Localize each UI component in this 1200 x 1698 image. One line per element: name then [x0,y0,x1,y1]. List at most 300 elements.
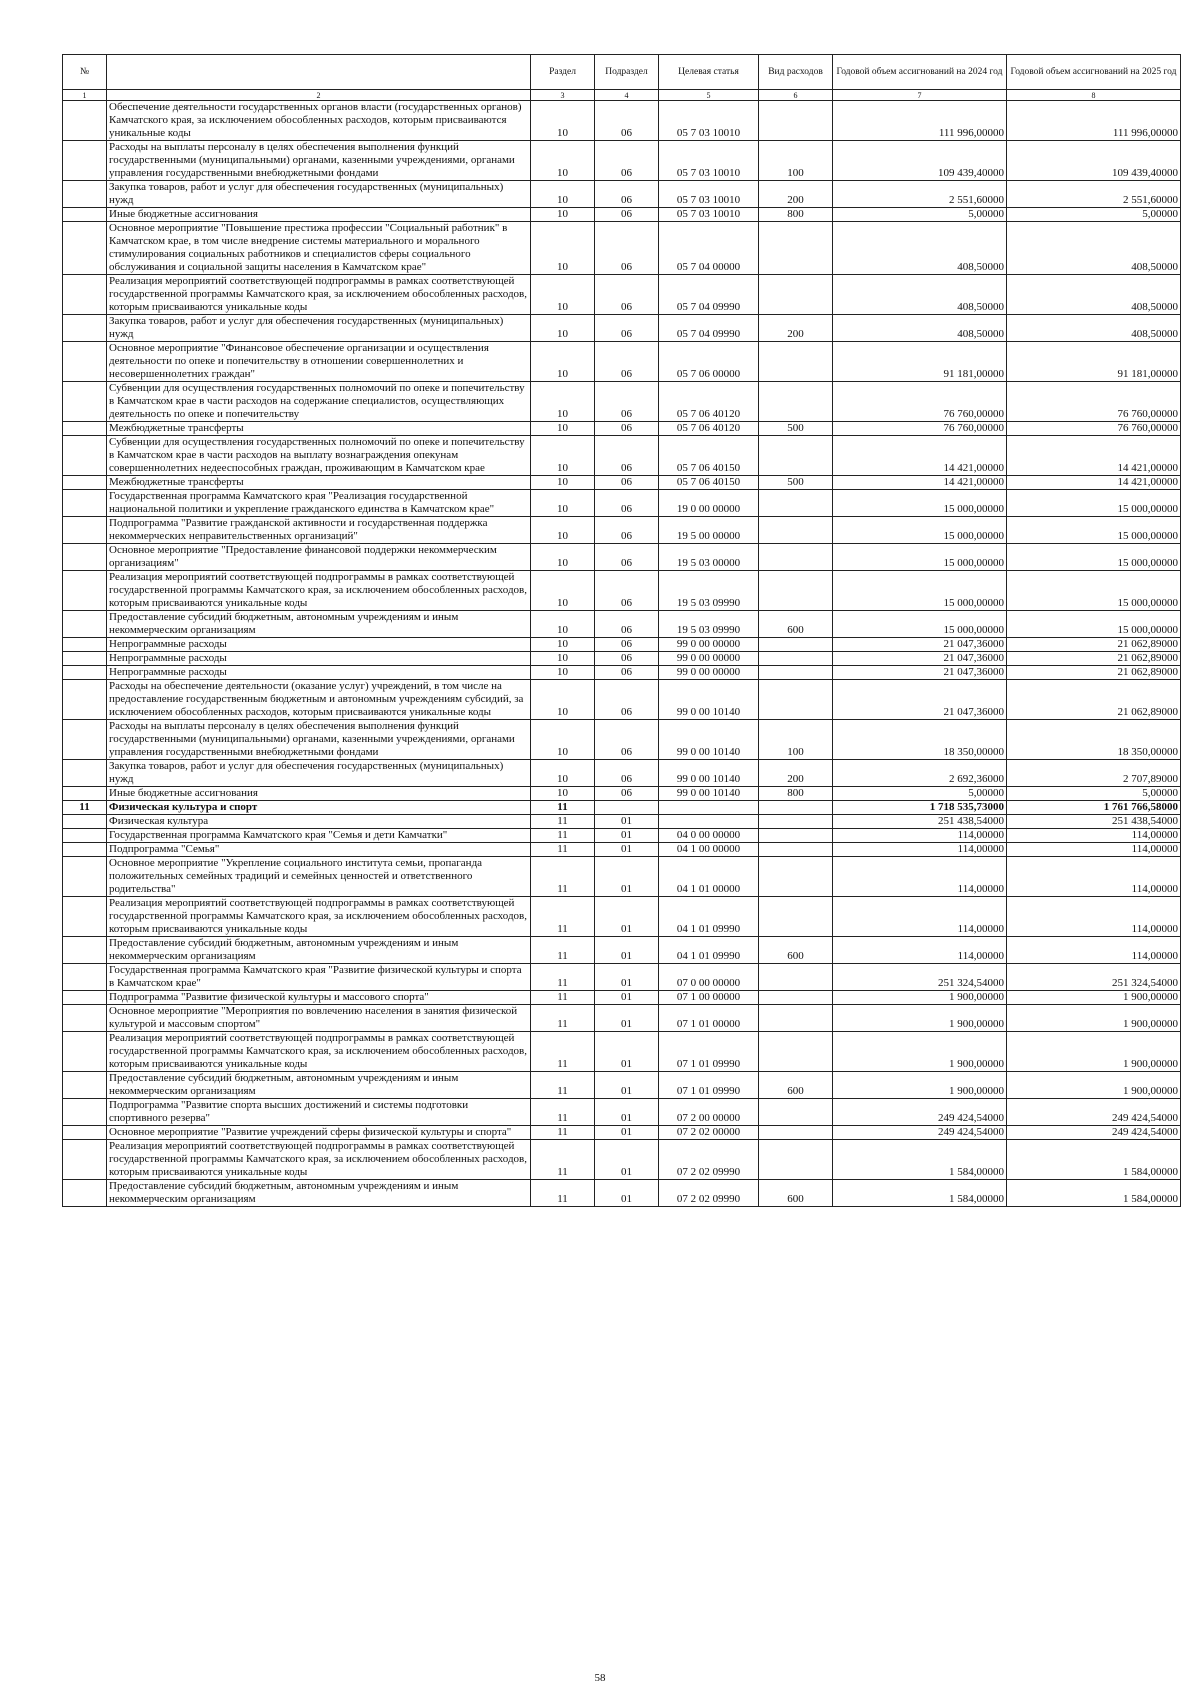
row-razdel: 10 [531,222,595,275]
table-row [63,611,1181,638]
row-razdel: 11 [531,857,595,897]
column-number: 7 [833,90,1007,101]
row-podrazdel: 01 [595,897,659,937]
row-razdel: 10 [531,720,595,760]
row-expense-type: 200 [759,181,833,208]
row-amount-2024: 114,00000 [833,937,1007,964]
row-amount-2024: 15 000,00000 [833,490,1007,517]
row-amount-2025: 76 760,00000 [1007,422,1181,436]
row-expense-type: 600 [759,1180,833,1207]
row-podrazdel: 06 [595,382,659,422]
row-expense-type: 200 [759,315,833,342]
row-target-article: 05 7 06 40120 [659,422,759,436]
row-amount-2025: 114,00000 [1007,857,1181,897]
header-amount-2025: Годовой объем ассигнований на 2025 год [1007,55,1181,90]
row-target-article: 99 0 00 10140 [659,720,759,760]
table-row [63,843,1181,857]
row-razdel: 11 [531,801,595,815]
row-amount-2025: 408,50000 [1007,222,1181,275]
row-target-article: 05 7 04 09990 [659,315,759,342]
row-amount-2025: 14 421,00000 [1007,476,1181,490]
row-expense-type: 800 [759,787,833,801]
row-name: Межбюджетные трансферты [107,422,531,436]
row-name: Подпрограмма "Семья" [107,843,531,857]
row-amount-2024: 5,00000 [833,208,1007,222]
row-expense-type: 600 [759,1072,833,1099]
row-razdel: 11 [531,897,595,937]
row-amount-2024: 1 900,00000 [833,1005,1007,1032]
column-number: 3 [531,90,595,101]
row-name: Закупка товаров, работ и услуг для обеспечения государственных (муниципальных) нужд [107,315,531,342]
row-name: Основное мероприятие "Мероприятия по вовлечению населения в занятия физической культурой и массовым спортом" [107,1005,531,1032]
row-target-article: 04 1 01 09990 [659,897,759,937]
row-amount-2025: 1 584,00000 [1007,1140,1181,1180]
row-podrazdel: 01 [595,1180,659,1207]
header-name [107,55,531,90]
row-amount-2024: 251 324,54000 [833,964,1007,991]
table-row [63,382,1181,422]
row-name: Иные бюджетные ассигнования [107,208,531,222]
row-amount-2025: 76 760,00000 [1007,382,1181,422]
row-target-article: 05 7 04 00000 [659,222,759,275]
row-number [63,1126,107,1140]
table-row [63,991,1181,1005]
row-number [63,815,107,829]
row-podrazdel: 01 [595,1032,659,1072]
row-target-article: 05 7 03 10010 [659,208,759,222]
row-podrazdel: 06 [595,760,659,787]
budget-table [62,54,1181,1207]
table-row [63,1072,1181,1099]
row-amount-2025: 249 424,54000 [1007,1126,1181,1140]
row-amount-2024: 5,00000 [833,787,1007,801]
row-expense-type [759,1140,833,1180]
row-amount-2024: 14 421,00000 [833,476,1007,490]
row-name: Непрограммные расходы [107,638,531,652]
budget-sheet [62,54,1180,1207]
row-number [63,222,107,275]
row-target-article: 07 2 00 00000 [659,1099,759,1126]
row-razdel: 10 [531,208,595,222]
column-number: 4 [595,90,659,101]
row-podrazdel: 06 [595,141,659,181]
row-expense-type [759,571,833,611]
row-podrazdel [595,801,659,815]
row-amount-2025: 114,00000 [1007,843,1181,857]
row-amount-2024: 15 000,00000 [833,544,1007,571]
table-row [63,275,1181,315]
row-amount-2024: 15 000,00000 [833,517,1007,544]
row-number [63,544,107,571]
row-podrazdel: 06 [595,181,659,208]
row-amount-2025: 408,50000 [1007,275,1181,315]
row-amount-2024: 114,00000 [833,857,1007,897]
header-razdel: Раздел [531,55,595,90]
row-name: Субвенции для осуществления государственных полномочий по опеке и попечительству в Камчатском крае в части расходов на содержание специалистов, осуществляющих деятельность по опеке и попечительству [107,382,531,422]
row-expense-type: 600 [759,937,833,964]
row-amount-2025: 1 900,00000 [1007,1072,1181,1099]
row-name: Межбюджетные трансферты [107,476,531,490]
row-podrazdel: 01 [595,829,659,843]
row-podrazdel: 01 [595,1140,659,1180]
row-target-article: 05 7 03 10010 [659,141,759,181]
row-expense-type: 100 [759,141,833,181]
row-number [63,680,107,720]
row-amount-2024: 15 000,00000 [833,611,1007,638]
row-number: 11 [63,801,107,815]
table-row [63,857,1181,897]
row-razdel: 11 [531,964,595,991]
row-razdel: 10 [531,666,595,680]
row-amount-2024: 2 692,36000 [833,760,1007,787]
row-name: Государственная программа Камчатского края "Семья и дети Камчатки" [107,829,531,843]
row-razdel: 11 [531,937,595,964]
row-name: Основное мероприятие "Укрепление социального института семьи, пропаганда положительных семейных традиций и семейных ценностей и ответственного родительства" [107,857,531,897]
row-number [63,436,107,476]
row-amount-2024: 76 760,00000 [833,422,1007,436]
row-podrazdel: 06 [595,787,659,801]
row-razdel: 10 [531,571,595,611]
row-name: Расходы на выплаты персоналу в целях обеспечения выполнения функций государственными (муниципальными) органами, казенными учреждениями, органами управления государственными внебюджетными фондами [107,141,531,181]
row-number [63,208,107,222]
table-row [63,476,1181,490]
row-number [63,991,107,1005]
row-expense-type [759,544,833,571]
row-number [63,1140,107,1180]
row-amount-2025: 21 062,89000 [1007,638,1181,652]
table-row [63,964,1181,991]
table-row [63,1005,1181,1032]
row-number [63,422,107,436]
row-number [63,1099,107,1126]
row-amount-2025: 18 350,00000 [1007,720,1181,760]
row-number [63,964,107,991]
row-name: Основное мероприятие "Развитие учреждений сферы физической культуры и спорта" [107,1126,531,1140]
row-number [63,652,107,666]
row-podrazdel: 01 [595,1126,659,1140]
row-number [63,1072,107,1099]
row-target-article: 07 1 01 00000 [659,1005,759,1032]
row-target-article: 07 1 00 00000 [659,991,759,1005]
row-expense-type [759,382,833,422]
row-expense-type [759,222,833,275]
row-target-article: 05 7 06 40120 [659,382,759,422]
row-name: Расходы на выплаты персоналу в целях обеспечения выполнения функций государственными (муниципальными) органами, казенными учреждениями, органами управления государственными внебюджетными фондами [107,720,531,760]
header-target-article: Целевая статья [659,55,759,90]
row-amount-2025: 14 421,00000 [1007,436,1181,476]
table-row [63,422,1181,436]
column-number: 6 [759,90,833,101]
row-razdel: 11 [531,1180,595,1207]
row-expense-type [759,638,833,652]
row-podrazdel: 01 [595,857,659,897]
row-expense-type: 500 [759,476,833,490]
row-podrazdel: 06 [595,652,659,666]
table-row [63,342,1181,382]
header-expense-type: Вид расходов [759,55,833,90]
row-target-article: 19 5 00 00000 [659,517,759,544]
header-num: № [63,55,107,90]
row-razdel: 10 [531,101,595,141]
header-podrazdel: Подраздел [595,55,659,90]
row-number [63,760,107,787]
row-name: Непрограммные расходы [107,666,531,680]
row-razdel: 10 [531,275,595,315]
row-expense-type [759,436,833,476]
row-expense-type: 600 [759,611,833,638]
row-target-article: 99 0 00 10140 [659,787,759,801]
row-podrazdel: 01 [595,1005,659,1032]
row-target-article: 05 7 03 10010 [659,101,759,141]
row-name: Реализация мероприятий соответствующей подпрограммы в рамках соответствующей государственной программы Камчатского края, за исключением обособленных расходов, которым присваиваются уникальные коды [107,1032,531,1072]
row-podrazdel: 01 [595,1072,659,1099]
row-number [63,141,107,181]
row-razdel: 11 [531,829,595,843]
row-amount-2025: 1 900,00000 [1007,1005,1181,1032]
row-target-article: 04 1 01 09990 [659,937,759,964]
row-number [63,1005,107,1032]
row-number [63,571,107,611]
row-razdel: 10 [531,638,595,652]
row-target-article: 05 7 03 10010 [659,181,759,208]
row-razdel: 10 [531,382,595,422]
table-row [63,490,1181,517]
row-razdel: 11 [531,1099,595,1126]
row-target-article: 07 1 01 09990 [659,1072,759,1099]
row-amount-2024: 21 047,36000 [833,666,1007,680]
row-expense-type [759,1005,833,1032]
row-amount-2024: 114,00000 [833,897,1007,937]
row-razdel: 11 [531,991,595,1005]
row-name: Подпрограмма "Развитие гражданской активности и государственная поддержка некоммерческих неправительственных организаций" [107,517,531,544]
row-target-article: 05 7 06 40150 [659,476,759,490]
row-podrazdel: 06 [595,342,659,382]
row-amount-2025: 21 062,89000 [1007,652,1181,666]
row-amount-2024: 21 047,36000 [833,652,1007,666]
page-number: 58 [594,1672,606,1684]
row-target-article: 99 0 00 10140 [659,760,759,787]
row-amount-2025: 5,00000 [1007,208,1181,222]
row-name: Реализация мероприятий соответствующей подпрограммы в рамках соответствующей государственной программы Камчатского края, за исключением обособленных расходов, которым присваиваются уникальные коды [107,275,531,315]
row-podrazdel: 06 [595,315,659,342]
table-row [63,101,1181,141]
header-row [63,55,1181,90]
row-amount-2024: 14 421,00000 [833,436,1007,476]
row-name: Реализация мероприятий соответствующей подпрограммы в рамках соответствующей государственной программы Камчатского края, за исключением обособленных расходов, которым присваиваются уникальные коды [107,1140,531,1180]
row-razdel: 10 [531,652,595,666]
row-name: Предоставление субсидий бюджетным, автономным учреждениям и иным некоммерческим организациям [107,937,531,964]
row-target-article: 07 2 02 00000 [659,1126,759,1140]
row-razdel: 10 [531,490,595,517]
row-razdel: 10 [531,611,595,638]
row-amount-2024: 1 900,00000 [833,1032,1007,1072]
table-row [63,680,1181,720]
row-razdel: 10 [531,517,595,544]
table-row [63,1140,1181,1180]
table-row [63,638,1181,652]
row-expense-type [759,1126,833,1140]
row-amount-2024: 114,00000 [833,829,1007,843]
row-amount-2024: 15 000,00000 [833,571,1007,611]
row-amount-2024: 408,50000 [833,222,1007,275]
row-expense-type [759,342,833,382]
row-razdel: 10 [531,315,595,342]
row-amount-2025: 15 000,00000 [1007,517,1181,544]
row-amount-2024: 1 718 535,73000 [833,801,1007,815]
row-amount-2024: 249 424,54000 [833,1099,1007,1126]
row-podrazdel: 06 [595,275,659,315]
column-number: 2 [107,90,531,101]
row-name: Государственная программа Камчатского края "Развитие физической культуры и спорта в Камчатском крае" [107,964,531,991]
row-number [63,1032,107,1072]
row-amount-2024: 114,00000 [833,843,1007,857]
column-number: 1 [63,90,107,101]
row-name: Субвенции для осуществления государственных полномочий по опеке и попечительству в Камчатском крае в части расходов на выплату вознаграждения опекунам совершеннолетних недееспособных граждан, проживающим в Камчатском крае [107,436,531,476]
row-razdel: 10 [531,760,595,787]
row-name: Иные бюджетные ассигнования [107,787,531,801]
row-podrazdel: 06 [595,611,659,638]
row-number [63,787,107,801]
row-amount-2024: 1 584,00000 [833,1180,1007,1207]
row-expense-type [759,829,833,843]
row-expense-type: 100 [759,720,833,760]
row-expense-type [759,680,833,720]
row-expense-type [759,857,833,897]
row-target-article: 99 0 00 00000 [659,638,759,652]
row-amount-2024: 76 760,00000 [833,382,1007,422]
row-target-article: 19 5 03 09990 [659,571,759,611]
row-target-article: 04 1 00 00000 [659,843,759,857]
row-number [63,101,107,141]
row-expense-type: 500 [759,422,833,436]
row-amount-2025: 15 000,00000 [1007,490,1181,517]
row-amount-2025: 249 424,54000 [1007,1099,1181,1126]
row-amount-2025: 21 062,89000 [1007,666,1181,680]
row-razdel: 10 [531,787,595,801]
row-target-article: 04 0 00 00000 [659,829,759,843]
row-razdel: 11 [531,843,595,857]
row-podrazdel: 06 [595,490,659,517]
row-expense-type [759,815,833,829]
row-number [63,897,107,937]
row-razdel: 10 [531,422,595,436]
row-razdel: 10 [531,680,595,720]
row-amount-2025: 1 900,00000 [1007,991,1181,1005]
row-amount-2025: 114,00000 [1007,937,1181,964]
row-expense-type [759,843,833,857]
row-expense-type: 800 [759,208,833,222]
row-podrazdel: 06 [595,222,659,275]
row-amount-2024: 109 439,40000 [833,141,1007,181]
row-amount-2025: 1 900,00000 [1007,1032,1181,1072]
table-row [63,829,1181,843]
row-expense-type [759,964,833,991]
row-podrazdel: 06 [595,720,659,760]
row-amount-2025: 15 000,00000 [1007,544,1181,571]
table-row [63,801,1181,815]
table-row [63,1180,1181,1207]
row-number [63,611,107,638]
row-target-article [659,801,759,815]
row-amount-2025: 1 584,00000 [1007,1180,1181,1207]
row-name: Основное мероприятие "Повышение престижа профессии "Социальный работник" в Камчатском крае, в том числе внедрение системы материального и морального стимулирования социальных работников и специалистов сферы социального обслуживания и социальной защиты населения в Камчатском крае" [107,222,531,275]
table-row [63,652,1181,666]
row-expense-type [759,801,833,815]
row-podrazdel: 06 [595,208,659,222]
table-row [63,181,1181,208]
row-razdel: 11 [531,1005,595,1032]
row-expense-type [759,1032,833,1072]
table-row [63,141,1181,181]
table-row [63,544,1181,571]
row-name: Предоставление субсидий бюджетным, автономным учреждениям и иным некоммерческим организациям [107,1072,531,1099]
row-podrazdel: 06 [595,571,659,611]
row-amount-2025: 251 438,54000 [1007,815,1181,829]
table-row [63,897,1181,937]
row-amount-2025: 5,00000 [1007,787,1181,801]
row-podrazdel: 06 [595,680,659,720]
column-number-row [63,90,1181,101]
row-target-article: 05 7 04 09990 [659,275,759,315]
table-row [63,517,1181,544]
row-name: Обеспечение деятельности государственных органов власти (государственных органов) Камчатского края, за исключением обособленных расходов, которым присваиваются уникальные коды [107,101,531,141]
row-number [63,342,107,382]
column-number: 8 [1007,90,1181,101]
row-amount-2024: 91 181,00000 [833,342,1007,382]
row-podrazdel: 06 [595,436,659,476]
row-target-article: 99 0 00 00000 [659,652,759,666]
row-amount-2024: 249 424,54000 [833,1126,1007,1140]
row-expense-type [759,652,833,666]
row-amount-2024: 1 900,00000 [833,991,1007,1005]
row-target-article: 07 1 01 09990 [659,1032,759,1072]
table-row [63,720,1181,760]
row-expense-type [759,1099,833,1126]
row-razdel: 11 [531,1140,595,1180]
table-row [63,315,1181,342]
row-amount-2025: 251 324,54000 [1007,964,1181,991]
row-number [63,638,107,652]
row-amount-2025: 109 439,40000 [1007,141,1181,181]
row-number [63,857,107,897]
row-target-article: 99 0 00 00000 [659,666,759,680]
row-number [63,1180,107,1207]
row-amount-2025: 2 551,60000 [1007,181,1181,208]
table-row [63,571,1181,611]
row-number [63,476,107,490]
row-razdel: 11 [531,815,595,829]
row-number [63,720,107,760]
row-amount-2024: 18 350,00000 [833,720,1007,760]
table-row [63,208,1181,222]
row-name: Расходы на обеспечение деятельности (оказание услуг) учреждений, в том числе на предоставление государственным бюджетным и автономным учреждениям субсидий, за исключением обособленных расходов, которым присваиваются уникальные коды [107,680,531,720]
table-row [63,787,1181,801]
row-podrazdel: 01 [595,815,659,829]
row-target-article: 04 1 01 00000 [659,857,759,897]
row-amount-2024: 251 438,54000 [833,815,1007,829]
row-podrazdel: 06 [595,517,659,544]
row-podrazdel: 06 [595,101,659,141]
row-number [63,829,107,843]
table-row [63,1126,1181,1140]
row-number [63,937,107,964]
row-number [63,517,107,544]
row-name: Физическая культура и спорт [107,801,531,815]
row-target-article: 07 0 00 00000 [659,964,759,991]
row-target-article: 07 2 02 09990 [659,1180,759,1207]
row-razdel: 10 [531,141,595,181]
row-amount-2024: 1 584,00000 [833,1140,1007,1180]
